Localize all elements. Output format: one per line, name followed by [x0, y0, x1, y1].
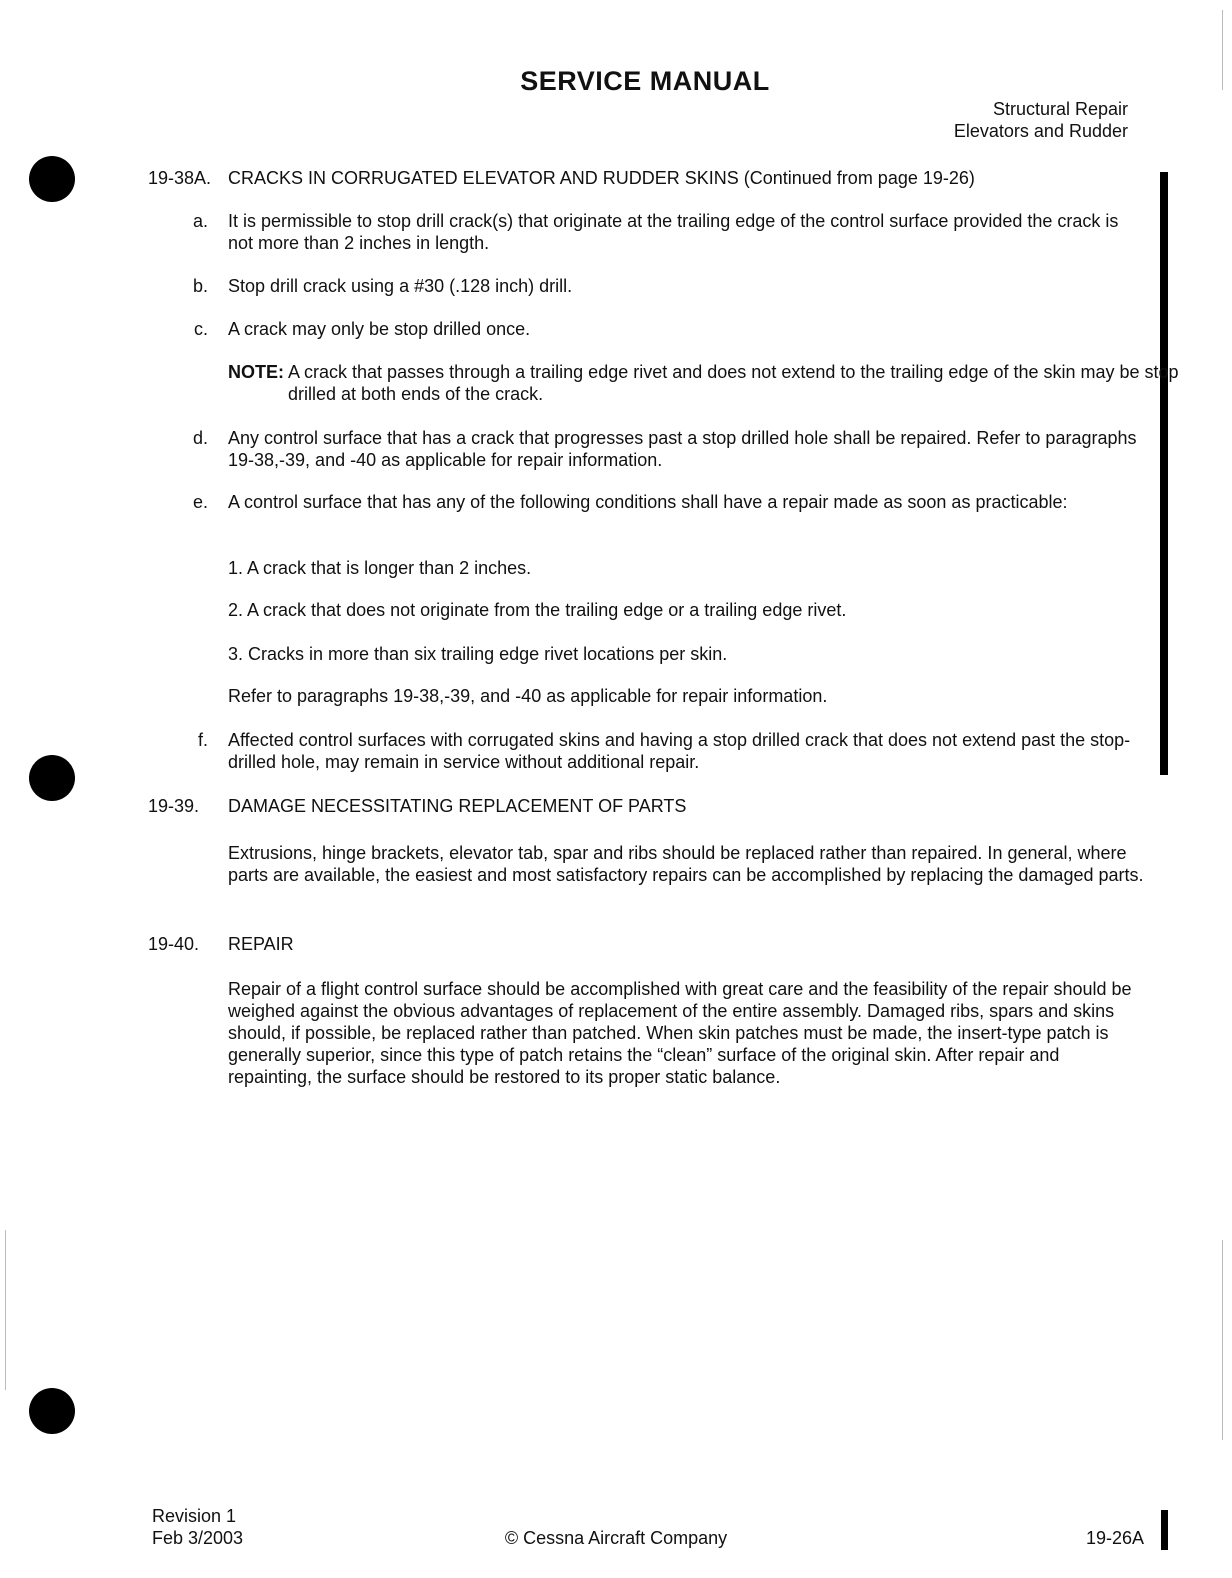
condition-item: 3. Cracks in more than six trailing edge rivet locations per skin.: [228, 644, 728, 664]
item-letter: e.: [192, 492, 208, 512]
item-text: Any control surface that has a crack that progresses past a stop drilled hole shall be repaired. Refer to paragraphs 19-38,-39, and -40 as applicable for repair information.: [228, 428, 1137, 470]
section-heading: DAMAGE NECESSITATING REPLACEMENT OF PARTS: [228, 796, 687, 816]
condition-item: 2. A crack that does not originate from the trailing edge or a trailing edge rivet.: [228, 600, 847, 620]
page-number: 19-26A: [1085, 1528, 1144, 1548]
paragraph: Repair of a flight control surface should be accomplished with great care and the feasibility of the repair should be weighed against the obvious advantages of replacement of the entire assembly. Damaged ribs, spars and skins should, if possible, be replaced rather than patched. When skin patches must be made, the insert-type patch is generally superior, since this type of patch retains the “clean” surface of the original skin. After repair and repainting, the surface should be restored to its proper static balance.: [228, 979, 1132, 1087]
section-subtitle: Structural Repair: [992, 99, 1128, 119]
section-heading: REPAIR: [228, 934, 294, 954]
punch-hole: [29, 1388, 75, 1434]
note-text: A crack that passes through a trailing edge rivet and does not extend to the trailing edge of the skin may be stop drilled at both ends of the crack.: [288, 362, 1179, 404]
item-text: Stop drill crack using a #30 (.128 inch) drill.: [228, 276, 573, 296]
scan-edge: [1222, 10, 1223, 90]
section-subtitle-2: Elevators and Rudder: [953, 121, 1128, 141]
scan-edge: [1222, 1240, 1223, 1440]
page-title: SERVICE MANUAL: [520, 66, 770, 96]
item-letter: c.: [193, 319, 208, 339]
item-letter: f.: [197, 730, 208, 750]
punch-hole: [29, 755, 75, 801]
item-letter: b.: [192, 276, 208, 296]
section-number: 19-40.: [148, 934, 200, 954]
refer-text: Refer to paragraphs 19-38,-39, and -40 as applicable for repair information.: [228, 686, 828, 706]
copyright: © Cessna Aircraft Company: [504, 1528, 728, 1548]
revision: Revision 1: [152, 1506, 237, 1526]
section-heading: CRACKS IN CORRUGATED ELEVATOR AND RUDDER SKINS (Continued from page 19-26): [228, 168, 975, 188]
item-letter: a.: [192, 211, 208, 231]
paragraph: Extrusions, hinge brackets, elevator tab, spar and ribs should be replaced rather than repaired. In general, where parts are available, the easiest and most satisfactory repairs can be accomplished by replacing the damaged parts.: [228, 843, 1144, 885]
item-text: Affected control surfaces with corrugated skins and having a stop drilled crack that does not extend past the stop-drilled hole, may remain in service without additional repair.: [228, 730, 1131, 772]
scan-edge: [5, 1230, 6, 1390]
punch-hole: [29, 156, 75, 202]
item-text: It is permissible to stop drill crack(s) that originate at the trailing edge of the control surface provided the crack is not more than 2 inches in length.: [228, 211, 1119, 253]
item-text: A crack may only be stop drilled once.: [228, 319, 531, 339]
section-number: 19-39.: [148, 796, 200, 816]
item-text: A control surface that has any of the following conditions shall have a repair made as soon as practicable:: [228, 492, 1068, 512]
note-label: NOTE:: [228, 362, 284, 382]
note: [228, 361, 1198, 405]
condition-item: 1. A crack that is longer than 2 inches.: [228, 558, 532, 578]
section-number: 19-38A.: [148, 168, 212, 188]
item-letter: d.: [192, 428, 208, 448]
change-bar: [1160, 172, 1168, 775]
revision-date: Feb 3/2003: [152, 1528, 244, 1548]
